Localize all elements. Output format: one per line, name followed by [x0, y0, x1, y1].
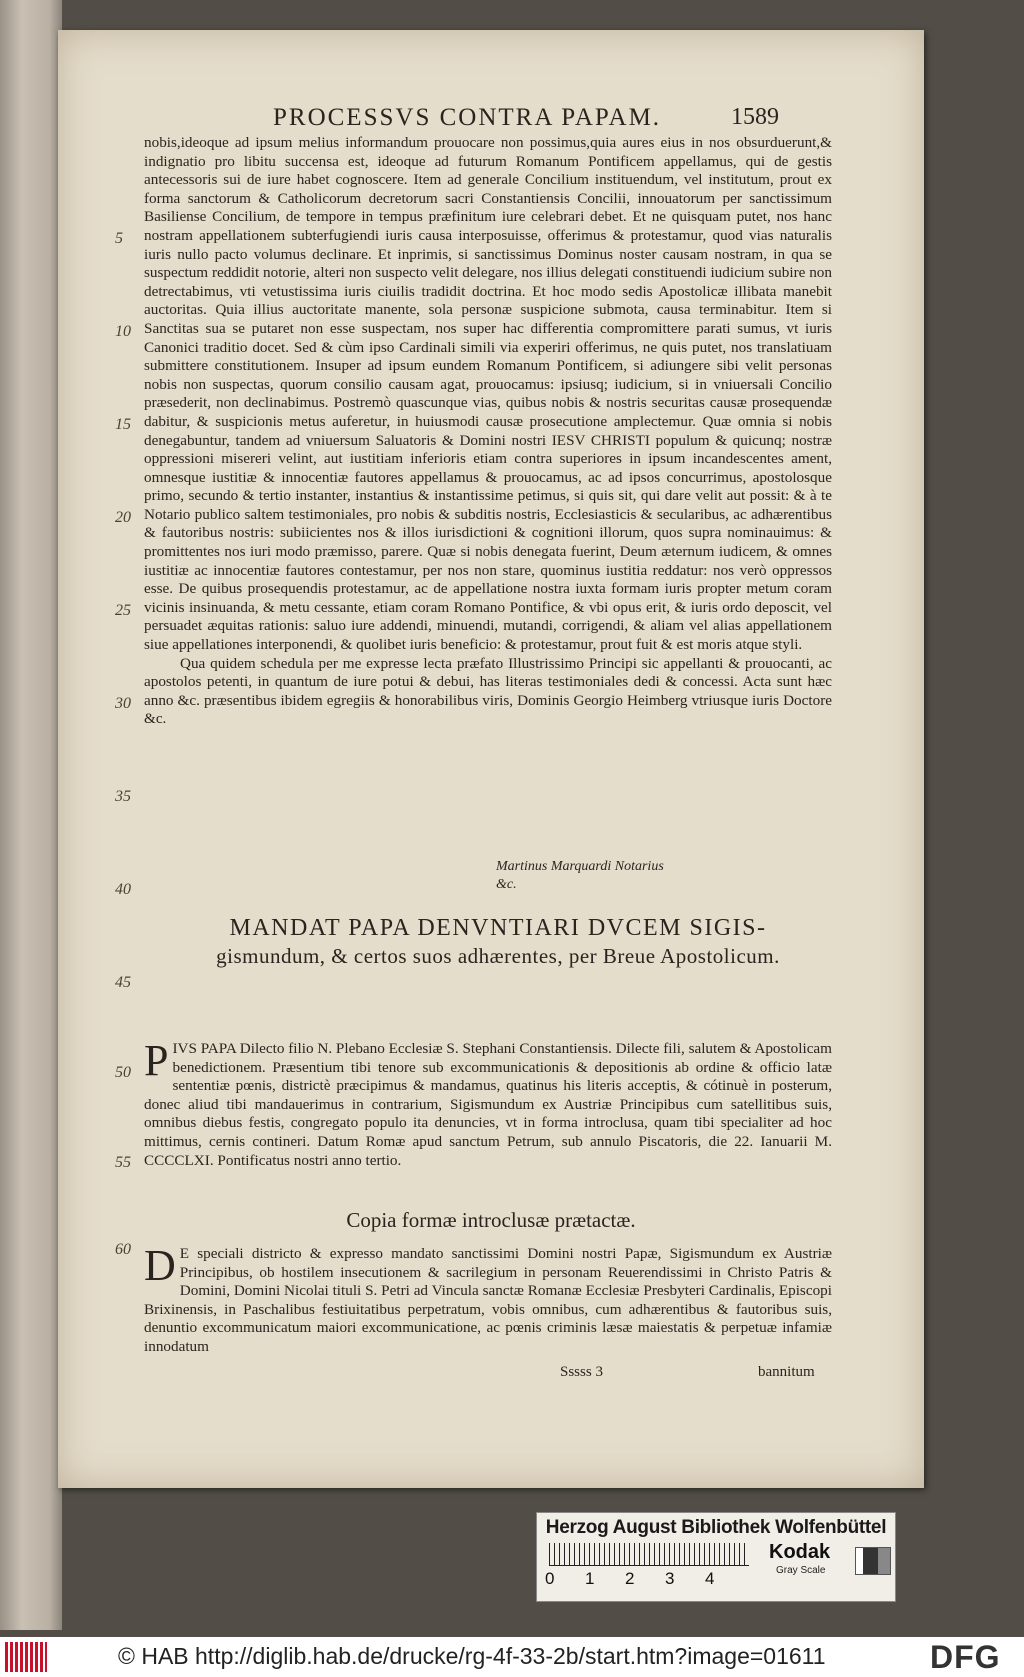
- paragraph: IVS PAPA Dilecto filio N. Plebano Ecclesiæ S. Stephani Constantiensis. Dilecte fili, salutem & Apostolicam benedictionem. Præsentium tibi tenore sub excommunicationis & depositionis ab ordine & officio latæ sententiæ pœnis, districtè præcipimus & mandamus, quatinus his literis acceptis, & cótinuè in posterum, donec aliud tibi mandauerimus in contrarium, Sigismundum ex Austriæ Principibus cum satellitibus suis, omnibus diebus festis, congregato populo ita denuncies, vt in forma introclusa, quam tibi specialiter ad hoc mittimus, cernis contineri. Datum Romæ apud sanctum Petrum, sub annulo Piscatoris, die 22. Ianuarii M. CCCCLXI. Pontificatus nostri anno tertio.: [144, 1040, 832, 1169]
- library-name: Herzog August Bibliothek Wolfenbüttel: [545, 1517, 887, 1538]
- running-title: PROCESSVS CONTRA PAPAM.: [273, 104, 662, 131]
- kodak-logo: Kodak: [769, 1541, 831, 1563]
- ruler-number: 0: [545, 1569, 555, 1588]
- drop-cap: D: [144, 1241, 176, 1290]
- gray-scale-label: Gray Scale: [776, 1565, 826, 1576]
- subsection-heading: Copia formæ introclusæ prætactæ.: [346, 1208, 636, 1232]
- line-number: 15: [115, 416, 131, 433]
- page-number: 1589: [731, 104, 779, 130]
- notary-signature: Martinus Marquardi Notarius &c.: [496, 859, 664, 892]
- paragraph: Qua quidem schedula per me expresse lecta præfato Illustrissimo Principi sic appellanti & prouocanti, ac apostolos petenti, in quantum de iure potui & debui, has literas testimoniales dedi & concessi. Acta sunt hæc anno &c. præsentibus ibidem egregiis & honorabilibus viris, Dominis Georgio Heimberg vtriusque iuris Doctore &c.: [144, 654, 832, 728]
- line-number: 25: [115, 602, 131, 619]
- line-number: 35: [115, 788, 131, 805]
- book-page: [58, 30, 924, 1488]
- source-link[interactable]: © HAB http://diglib.hab.de/drucke/rg-4f-33-2b/start.htm?image=01611: [118, 1643, 826, 1669]
- line-number: 5: [115, 230, 123, 247]
- drop-cap: P: [144, 1036, 169, 1085]
- catchword: bannitum: [758, 1364, 815, 1380]
- paragraph: E speciali districto & expresso mandato sanctissimi Domini nostri Papæ, Sigismundum ex Austriæ Principibus, ob hostilem insecutionem & sacrilegium in personam Reuerendissimi in Christo Patris & Domini, Domini Nicolai tituli S. Petri ad Vincula sanctæ Romanæ Ecclesiæ Presbyteri Cardinalis, Episcopi Brixinensis, in Paschalibus festiuitatibus perpetratum, vobis omnibus, cum adhærentibus & fautoribus suis, denuntio excommunicatum maiori excommunicatione, ac pœnis criminis læsæ maiestatis & perpetuæ infamiæ innodatum: [144, 1245, 832, 1355]
- ruler-number: 1: [585, 1569, 595, 1588]
- page-header: [58, 104, 924, 134]
- line-number: 50: [115, 1064, 131, 1081]
- library-color-card: [536, 1512, 896, 1602]
- gray-scale-patch: [855, 1547, 891, 1575]
- ruler-scale: [549, 1543, 749, 1566]
- line-number: 10: [115, 323, 131, 340]
- paragraph: nobis,ideoque ad ipsum melius informandum prouocare non possimus,quia aures eius in nos obsurduerunt,& indignatio pro libitu succensa est, ideoque ad futurum Romanum Pontificem appellamus, qui de gestis antecessoris sui de iure habet cognoscere. Item ad generale Concilium instituendum, vel institutum, prout ex forma sanctorum & Catholicorum decretorum sacri Constantiensis Concilii, innouatorum per sanctissimum Basiliense Concilium, de tempore in tempus præfinitum iure celebrari debet. Et ne quisquam putet, nos hanc nostram appellationem subterfugiendi iuris causa interposuisse, offerimus & protestamur, quod vias naturalis iuris nullo pacto volumus declinare. Et inprimis, si sanctissimus Dominus noster causam nostram, in qua se suspectum reddidit notorie, alteri non suspecto velit delegare, nos illius delegati constituendi iudicium subire non detrectabimus, vti vetustissima iuris ciuilis tradidit doctrina. Et hoc modo sedis Apostolicæ illibata manebit auctoritas. Quia illius auctoritate manente, sola personæ suspicione submota, causa terminabitur. Item si Sanctitas sua se putaret non esse suspectam, nos super hac differentia compromittere parati sumus, vt iuris Canonici traditio docet. Sed & cùm ipso Cardinali simili via experiri offerimus, ne quis putet, nos translatiuam submittere constitutionem. Insuper ad ipsum eundem Romanum Pontificem, si adiungere sibi velit personas nobis non suspectas, quorum consilio causam agat, prouocamus: ipsiusq; iudicium, si in vniuersali Concilio præsederit, non declinabimus. Postremò quascunque vias, quibus nobis & nostris securitas causæ prosequendæ dabitur, & suspicionis metus auferetur, in huiusmodi causæ prosecutione amplectemur. Quæ omnia si nobis denegabuntur, tandem ad vniuersum Saluatoris & Domini nostri IESV CHRISTI populum & quicunq; nostræ oppressioni misereri velint, aut iustitiam inferioris etiam contra superiores in ipsum incandescentes ament, omnesque iustitiæ & innocentiæ fautores appellamus & prouocamus, ac ad ipsos concurrimus, apostolosque primo, secundo & tertio instanter, instantius & instantissime petimus, si quis sit, qui dare velit aut possit: & à te Notario publico saltem testimoniales, pro nobis & subditis nostris, Ecclesiasticis & secularibus, ac adhærentibus & fautoribus nostris: subiicientes nos & illos iurisdictioni & cognitioni illorum, quos supra nominauimus: & promittentes nos iuri modo præmisso, parere. Quæ si nobis denegata fuerint, Deum æternum iudicem, & omnes iustitiæ ac innocentiæ fautores contestamur, per nos non stare, quominus iustitia reddatur: nos verò oppressos esse. De quibus prosequendis protestamur, ac de appellatione nostra iuxta formam iuris propter metum coram vicinis insinuanda, & metu cessante, etiam coram Romano Pontifice, & vbi opus erit, & iuris ordo deposcit, vel persuadet æquitas rationis: saluo iure addendi, minuendi, mutandi, corrigendi, & aliam vel alias appellationem siue appellationes interponendi, & quolibet iuris beneficio: & protestamur, prout fuit & est moris atque styli.: [144, 134, 832, 654]
- ruler-number: 4: [705, 1569, 715, 1588]
- line-number: 20: [115, 509, 131, 526]
- body-text-breve: [144, 1036, 832, 1170]
- barcode-icon: [5, 1642, 47, 1672]
- line-number: 60: [115, 1241, 131, 1258]
- section-heading-line-1: MANDAT PAPA DENVNTIARI DVCEM SIGIS-: [229, 915, 767, 941]
- signature-mark: Sssss 3: [560, 1364, 603, 1380]
- previous-page-edge: [0, 0, 62, 1630]
- line-number: 55: [115, 1154, 131, 1171]
- ruler-number: 3: [665, 1569, 675, 1588]
- viewer-footer: [0, 1637, 1024, 1677]
- line-number: 45: [115, 974, 131, 991]
- ruler-number: 2: [625, 1569, 635, 1588]
- body-text-copia: [144, 1241, 832, 1357]
- section-heading: [128, 914, 868, 970]
- line-number: 30: [115, 695, 131, 712]
- dfg-logo: DFG: [930, 1639, 1001, 1675]
- section-heading-line-2: gismundum, & certos suos adhærentes, per Breue Apostolicum.: [216, 944, 780, 968]
- body-text-appellation: [144, 134, 832, 729]
- line-number: 40: [115, 881, 131, 898]
